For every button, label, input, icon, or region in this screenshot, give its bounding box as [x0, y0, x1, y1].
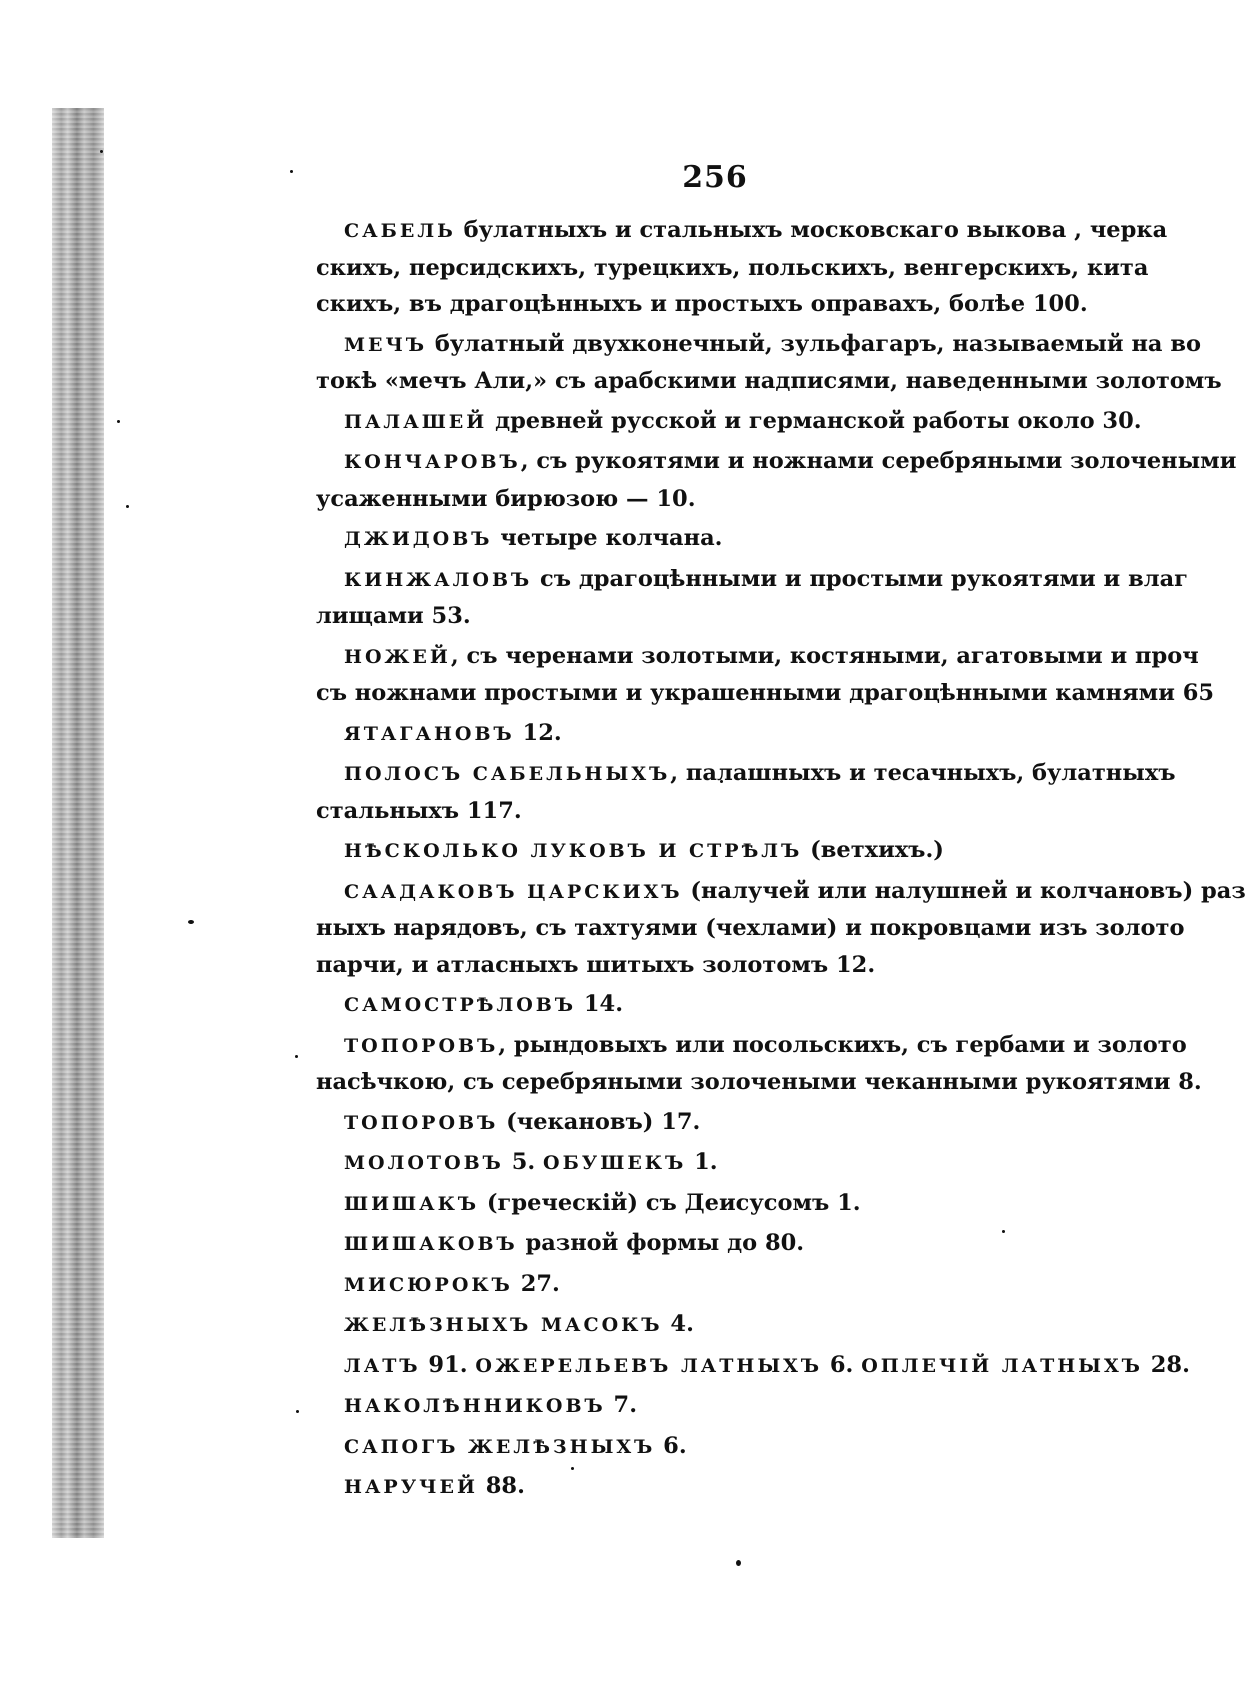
entry-lead: ШИШАКОВЪ	[344, 1233, 518, 1255]
entry-shishak	[316, 1185, 1100, 1223]
entry-text: скихъ, въ драгоцѣнныхъ и простыхъ оправахъ, болѣе 100.	[316, 291, 1088, 317]
entry-molotov	[316, 1144, 1100, 1182]
entry-text: , съ рукоятями и ножнами серебряными золочеными	[520, 448, 1237, 474]
entry-lead: НАРУЧЕЙ	[344, 1476, 478, 1498]
inventory-list	[316, 212, 1246, 1509]
speck	[736, 1560, 741, 1566]
entry-text: 28.	[1142, 1351, 1190, 1378]
entry-lead: МЕЧЪ	[344, 333, 428, 356]
entry-text: четыре колчана.	[492, 525, 723, 551]
entry-text: токѣ «мечъ Али,» съ арабскими надписями, наведенными золотомъ	[316, 368, 1222, 394]
entry-misyurok	[316, 1266, 1100, 1304]
entry-dzhidov	[316, 520, 1100, 558]
entry-lead: ОБУШЕКЪ	[543, 1152, 687, 1174]
entry-text: разной формы до 80.	[517, 1230, 805, 1256]
entry-lead: ШИШАКЪ	[344, 1192, 480, 1215]
entry-text: 14.	[576, 991, 624, 1017]
entry-sapog	[316, 1428, 1100, 1466]
entry-lead: СААДАКОВЪ ЦАРСКИХЪ	[344, 880, 683, 903]
entry-koncharov	[316, 443, 1237, 517]
entry-text: съ драгоцѣнными и простыми рукоятями и влаг	[532, 565, 1188, 592]
speck	[188, 920, 194, 924]
entry-toporov-chekanov	[316, 1104, 1100, 1142]
entry-text: булатный двухконечный, зульфагаръ, называемый на во	[427, 330, 1201, 357]
entry-text: скихъ, персидскихъ, турецкихъ, польскихъ, венгерскихъ, кита	[316, 254, 1149, 281]
entry-naruchey	[316, 1468, 1100, 1506]
entry-text: 27.	[512, 1270, 560, 1297]
entry-text: (ветхихъ.)	[802, 837, 944, 863]
entry-text: 12.	[514, 719, 562, 746]
entry-text: насѣчкою, съ серебряными золочеными чеканными рукоятями 8.	[316, 1069, 1202, 1095]
entry-text: , рындовыхъ или посольскихъ, съ гербами и золото	[498, 1031, 1187, 1058]
entry-text: 6.	[655, 1432, 687, 1459]
entry-lead: ПОЛОСЪ САБЕЛЬНЫХЪ	[344, 763, 671, 785]
entry-text: 4.	[662, 1311, 694, 1337]
entry-lead: МОЛОТОВЪ	[344, 1152, 504, 1174]
entry-sabel	[316, 212, 1168, 323]
entry-lead: САПОГЪ ЖЕЛѢЗНЫХЪ	[344, 1435, 656, 1458]
entry-lead: НѢСКОЛЬКО ЛУКОВЪ И СТРѢЛЪ	[344, 840, 803, 862]
entry-saadakov	[316, 873, 1246, 984]
entry-nozhey	[316, 638, 1215, 712]
entry-text: лищами 53.	[316, 603, 471, 629]
entry-lead: ТОПОРОВЪ	[344, 1034, 499, 1057]
entry-toporov	[316, 1027, 1202, 1101]
entry-text: (греческій) съ Деисусомъ 1.	[479, 1189, 861, 1216]
entry-lukov	[316, 832, 1100, 870]
entry-lead: ЖЕЛѢЗНЫХЪ МАСОКЪ	[344, 1314, 663, 1336]
entry-text: стальныхъ 117.	[316, 797, 522, 824]
entry-text: (чекановъ) 17.	[498, 1108, 701, 1135]
entry-text: 1.	[686, 1149, 718, 1175]
entry-text: 91.	[420, 1351, 476, 1378]
entry-text: 88.	[477, 1473, 525, 1499]
entry-lead: САБЕЛЬ	[344, 220, 456, 242]
entry-text: древней русской и германской работы около 30.	[487, 407, 1142, 434]
entry-text: , палашныхъ и тесачныхъ, булатныхъ	[670, 760, 1176, 786]
entry-palashey	[316, 403, 1142, 441]
entry-lead: КОНЧАРОВЪ	[344, 451, 521, 473]
entry-yataganov	[316, 715, 1100, 753]
entry-shishakov	[316, 1225, 1100, 1263]
book-spine-edge	[52, 108, 104, 1538]
entry-lead: МИСЮРОКЪ	[344, 1273, 513, 1296]
entry-lead: КИНЖАЛОВЪ	[344, 568, 533, 591]
entry-lat	[316, 1347, 1190, 1385]
entry-text: ныхъ нарядовъ, съ тахтуями (чехлами) и покровцами изъ золото	[316, 915, 1185, 941]
entry-text: булатныхъ и стальныхъ московскаго выкова , черка	[455, 217, 1168, 243]
entry-lead: НОЖЕЙ	[344, 645, 451, 668]
entry-text: 7.	[605, 1392, 638, 1418]
entry-masok	[316, 1306, 1100, 1344]
entry-text: , съ черенами золотыми, костяными, агатовыми и проч	[450, 642, 1199, 669]
entry-lead: ТОПОРОВЪ	[344, 1111, 499, 1134]
entry-text: (налучей или налушней и колчановъ) раз	[682, 877, 1246, 904]
speck	[100, 150, 103, 153]
entry-text: 5.	[503, 1149, 544, 1175]
entry-nakolennikov	[316, 1387, 1100, 1425]
speck	[296, 1410, 299, 1413]
speck	[295, 1055, 298, 1058]
entry-polos	[316, 755, 1176, 829]
entry-lead: ОПЛЕЧІЙ ЛАТНЫХЪ	[861, 1354, 1143, 1377]
entry-lead: ПАЛАШЕЙ	[344, 410, 488, 433]
entry-text: 6.	[822, 1351, 862, 1378]
entry-kinzhalov	[316, 561, 1188, 635]
speck	[126, 505, 129, 508]
entry-lead: ЛАТЪ	[344, 1354, 421, 1377]
entry-text: парчи, и атласныхъ шитыхъ золотомъ 12.	[316, 951, 876, 978]
entry-text: съ ножнами простыми и украшенными драгоцѣнными камнями 65	[316, 680, 1215, 706]
speck	[117, 420, 120, 423]
entry-mech	[316, 326, 1222, 400]
entry-samostrelov	[316, 986, 1100, 1024]
entry-lead: САМОСТРѢЛОВЪ	[344, 994, 577, 1016]
entry-lead: ОЖЕРЕЛЬЕВЪ ЛАТНЫХЪ	[475, 1354, 823, 1377]
entry-lead: ДЖИДОВЪ	[344, 528, 493, 550]
entry-text: усаженными бирюзою — 10.	[316, 485, 696, 512]
entry-lead: ЯТАГАНОВЪ	[344, 722, 515, 745]
entry-lead: НАКОЛѢННИКОВЪ	[344, 1395, 606, 1417]
page-number: 256	[682, 160, 748, 195]
